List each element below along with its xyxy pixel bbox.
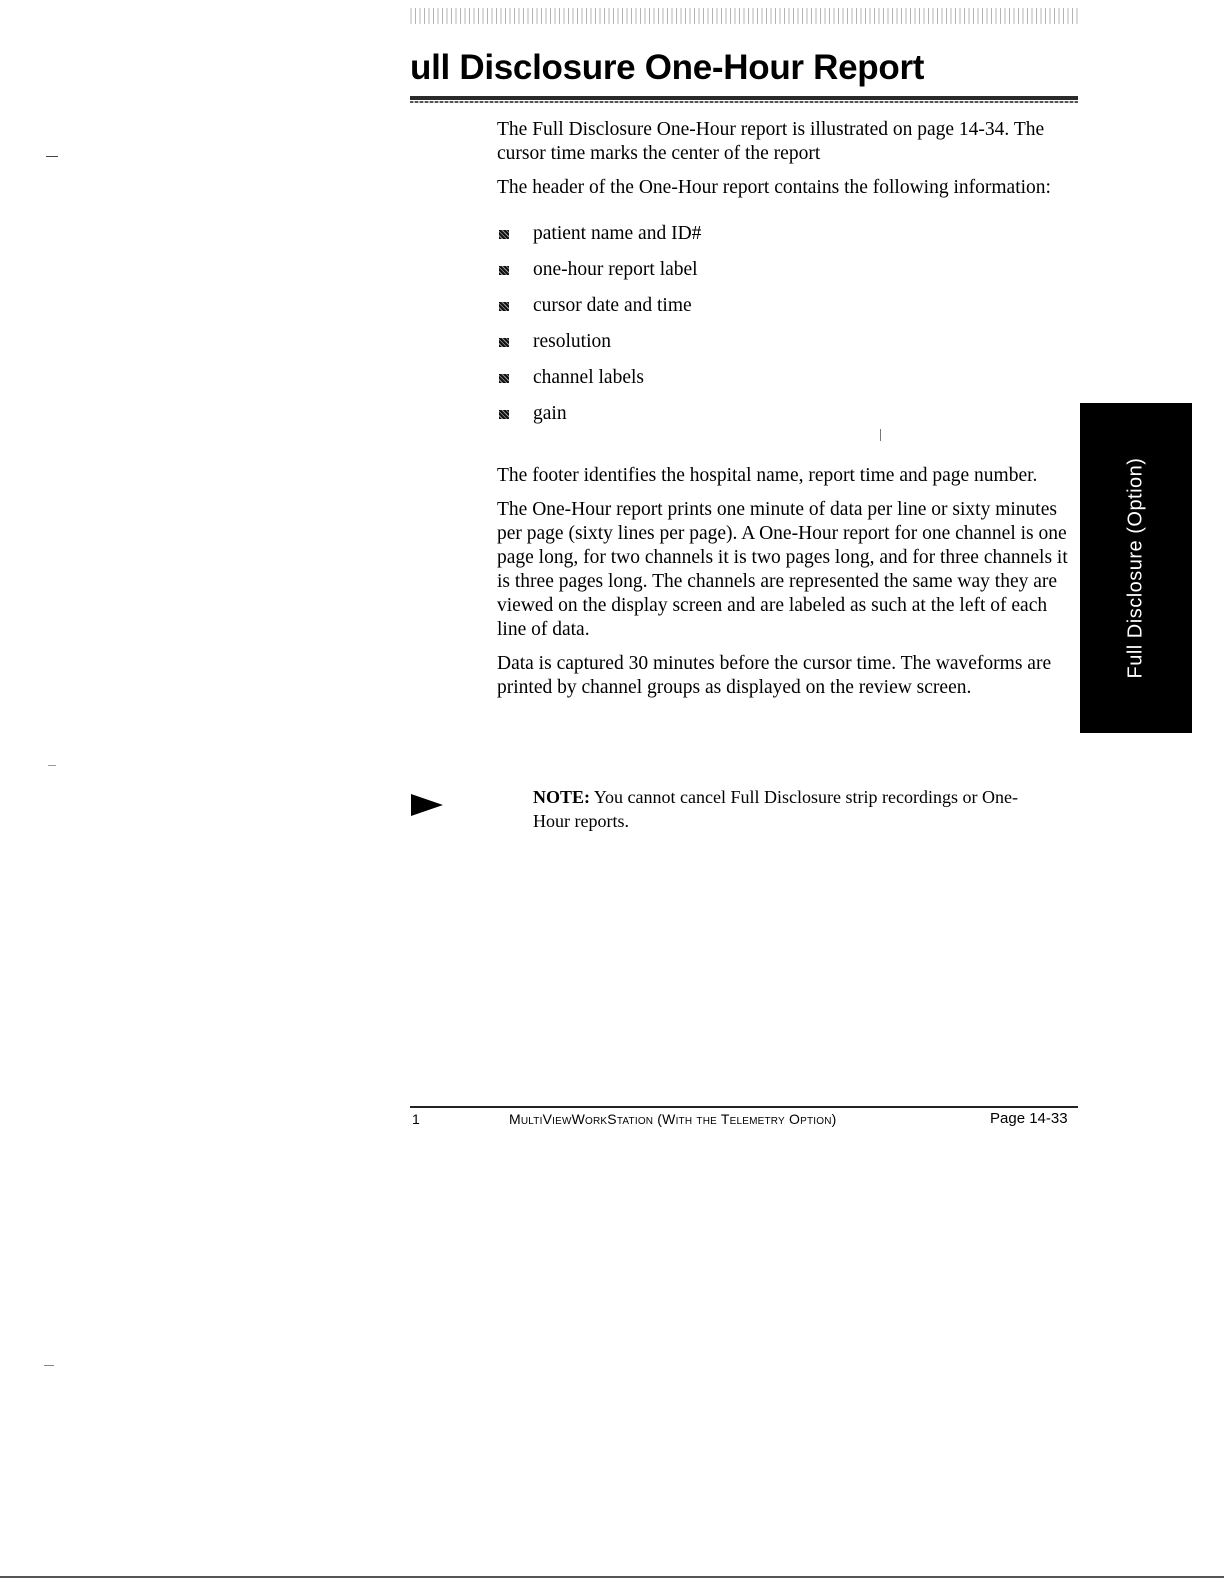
footer-product-name: MultiViewWorkStation (With the Telemetry Option) — [509, 1111, 837, 1127]
list-item — [497, 222, 1075, 258]
page-number: Page 14-33 — [990, 1110, 1068, 1127]
footer-left-mark: 1 — [412, 1111, 420, 1127]
square-bullet-icon — [499, 230, 509, 239]
list-item-text: resolution — [533, 331, 611, 352]
intro-paragraph: The Full Disclosure One-Hour report is illustrated on page 14-34. The cursor time marks the center of the report — [497, 119, 1045, 164]
page-title: ull Disclosure One-Hour Report — [410, 48, 925, 87]
note-block — [533, 785, 1053, 833]
list-item-text: one-hour report label — [533, 259, 698, 280]
header-paragraph: The header of the One-Hour report contains the following information: — [497, 177, 1051, 198]
list-item-text: cursor date and time — [533, 295, 692, 316]
footer-info-paragraph: The footer identifies the hospital name, report time and page number. — [497, 465, 1038, 486]
title-underline-fine — [410, 101, 1078, 103]
footer-rule — [410, 1106, 1078, 1108]
list-item — [497, 258, 1075, 294]
list-item — [497, 366, 1075, 402]
note-label: NOTE: — [533, 787, 591, 807]
square-bullet-icon — [499, 302, 509, 311]
format-paragraph: The One-Hour report prints one minute of data per line or sixty minutes per page (sixty lines per page). A One-Hour report for one channel is one page long, for two channels it is two pages long, and for three channels it is three pages long. The channels are represented the same way they are viewed on the display screen and are labeled as such at the left of each line of data. — [497, 499, 1068, 640]
list-item — [497, 402, 1075, 438]
title-underline — [410, 96, 1078, 100]
square-bullet-icon — [499, 374, 509, 383]
list-item-text: patient name and ID# — [533, 223, 702, 244]
note-arrow-icon — [411, 794, 443, 816]
square-bullet-icon — [499, 266, 509, 275]
square-bullet-icon — [499, 410, 509, 419]
list-item — [497, 330, 1075, 366]
body-text — [497, 118, 1075, 710]
list-item-text: gain — [533, 403, 567, 424]
header-contents-list — [497, 222, 1075, 438]
stray-scan-mark — [880, 429, 881, 441]
margin-scan-mark — [48, 765, 56, 766]
scan-noise-band — [410, 8, 1078, 24]
note-text: You cannot cancel Full Disclosure strip recordings or One-Hour reports. — [533, 787, 1018, 831]
list-item-text: channel labels — [533, 367, 644, 388]
scan-bottom-edge — [0, 1576, 1224, 1578]
chapter-side-tab — [1080, 403, 1192, 733]
chapter-side-tab-label: Full Disclosure (Option) — [1124, 457, 1147, 679]
capture-paragraph: Data is captured 30 minutes before the cursor time. The waveforms are printed by channel groups as displayed on the review screen. — [497, 653, 1052, 698]
margin-scan-mark — [44, 1365, 54, 1366]
square-bullet-icon — [499, 338, 509, 347]
margin-scan-mark — [46, 156, 58, 157]
list-item — [497, 294, 1075, 330]
